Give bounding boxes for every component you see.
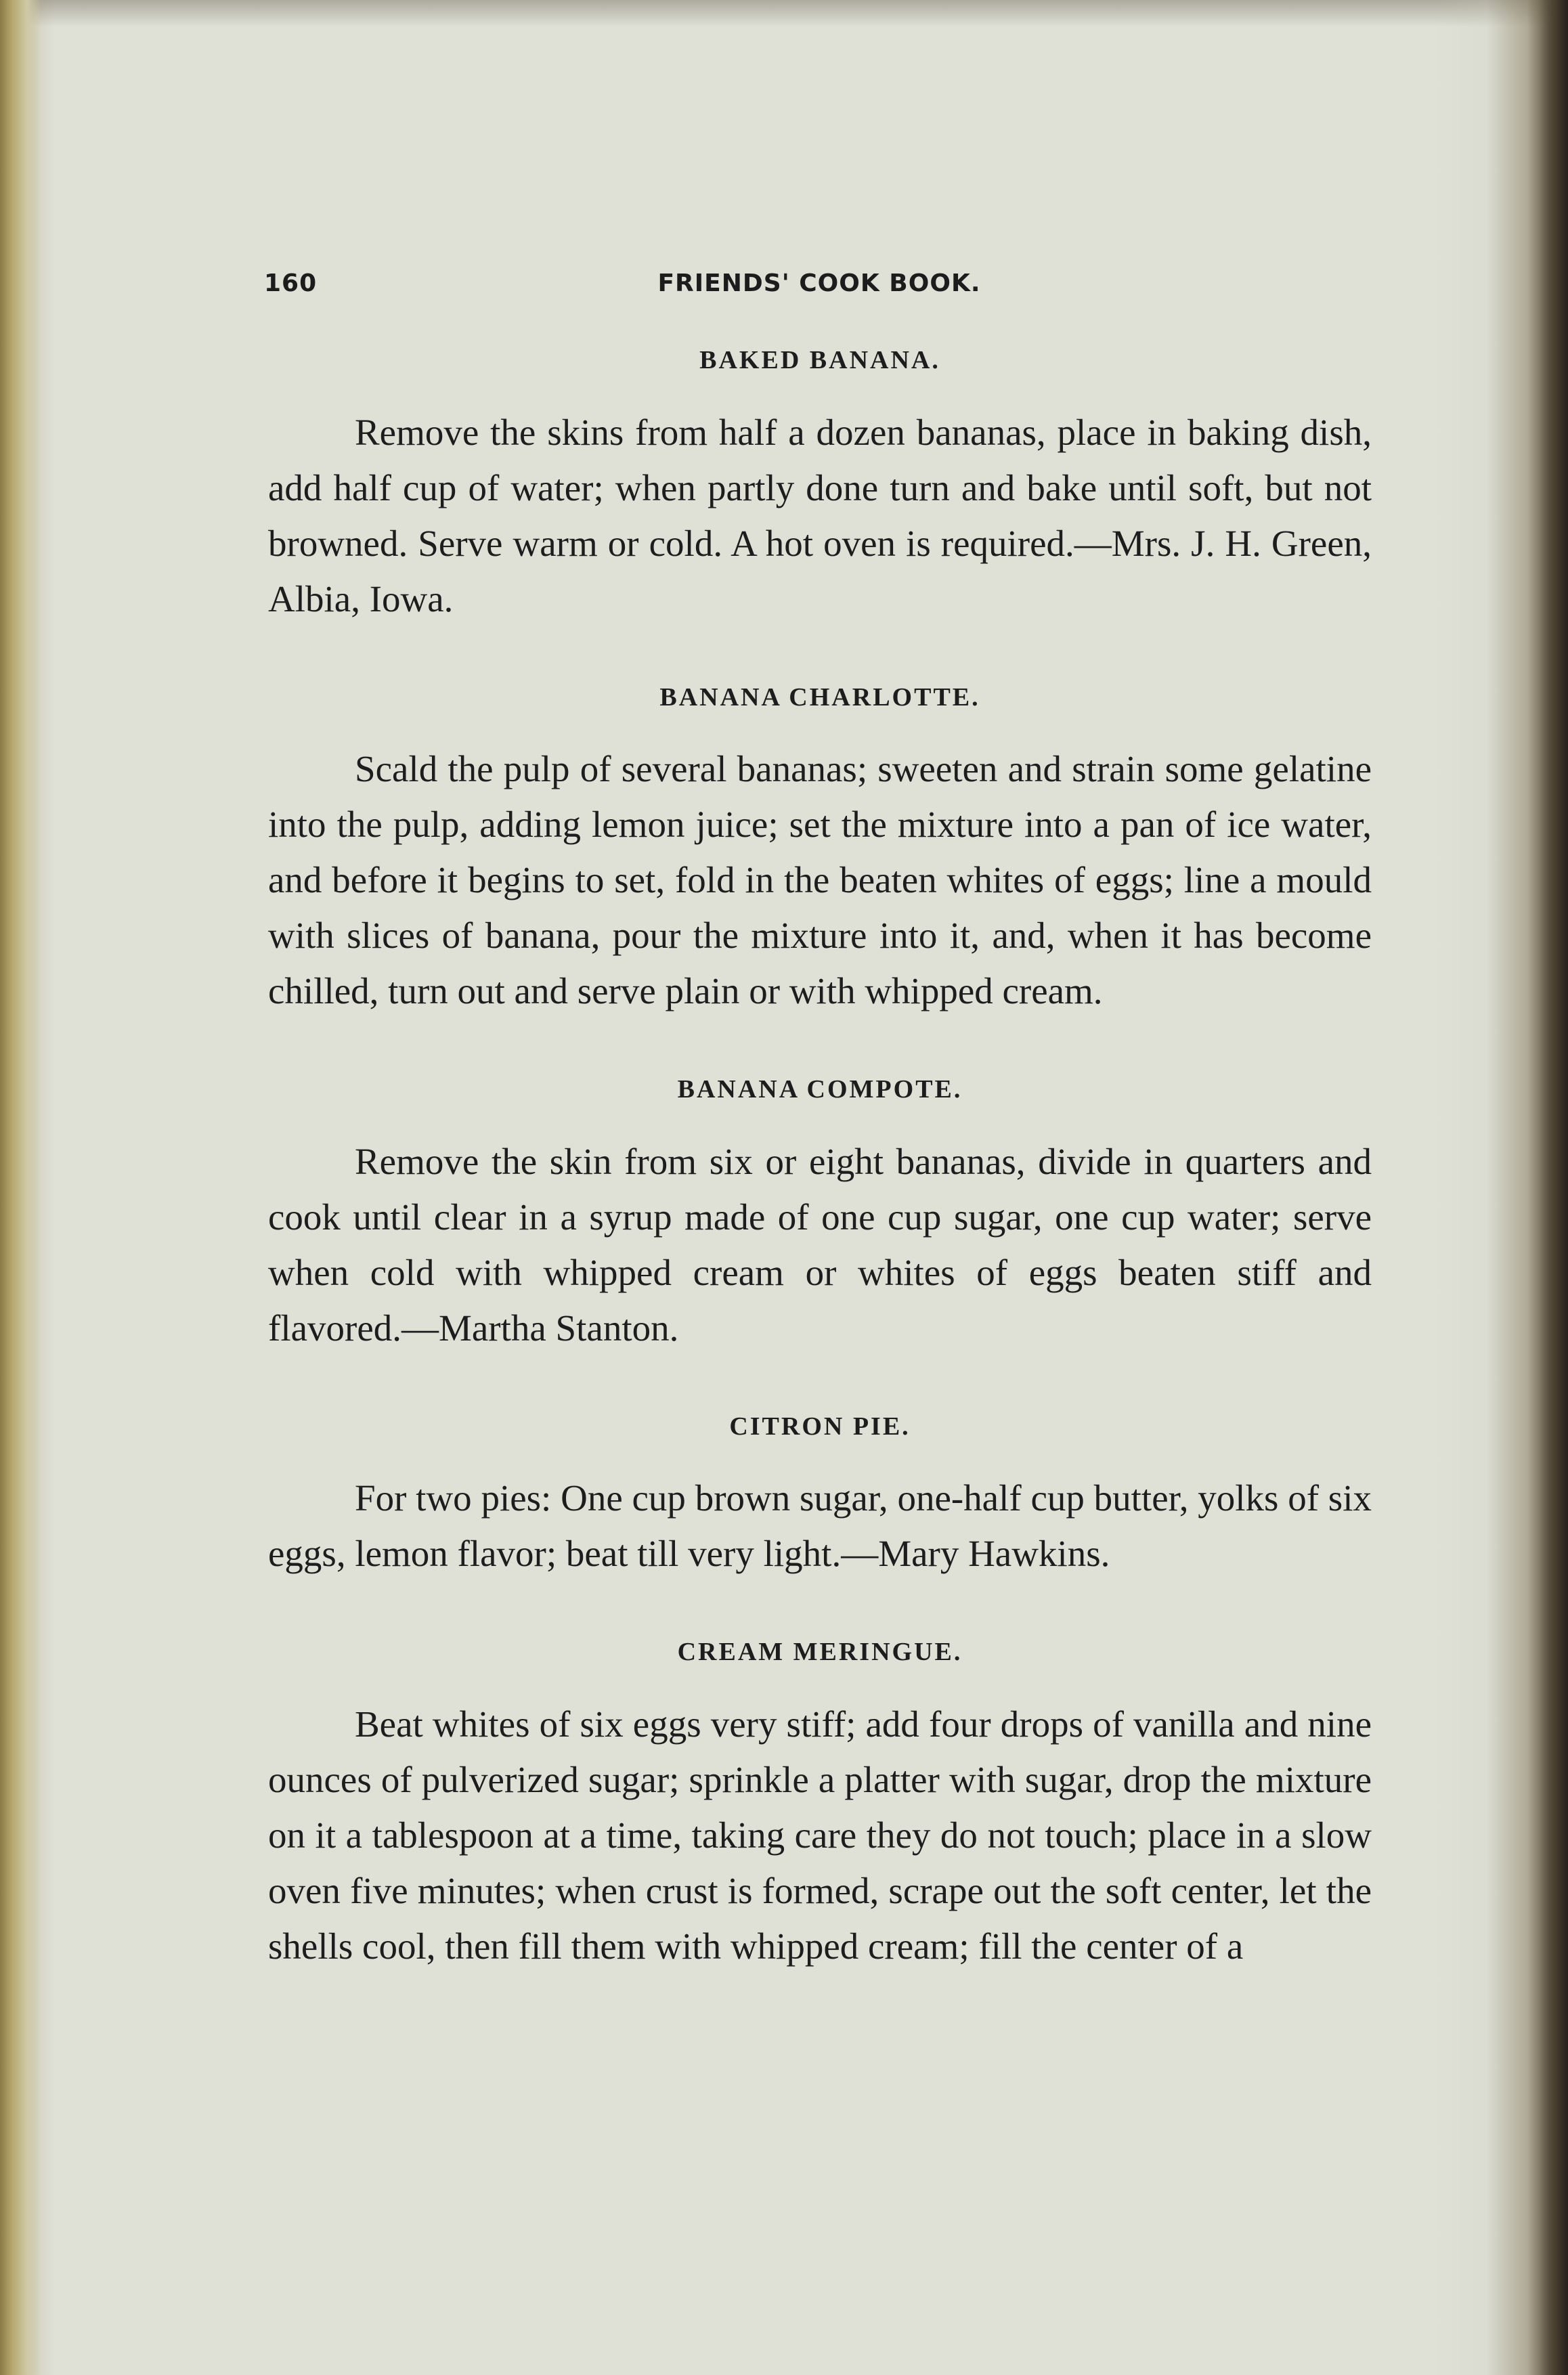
- recipe-banana-compote: [268, 1074, 1372, 1356]
- recipe-title: BANANA COMPOTE.: [677, 1075, 963, 1104]
- recipe-banana-charlotte: [268, 682, 1372, 1020]
- page-edge-shadow: [1527, 0, 1568, 2375]
- recipe-text: For two pies: One cup brown sugar, one-half cup butter, yolks of six eggs, lemon flavor; beat till very light.—Mary Hawkins.: [268, 1477, 1372, 1575]
- recipe-citron-pie: [268, 1412, 1372, 1582]
- recipe-cream-meringue: [268, 1637, 1372, 1974]
- recipe-text: Beat whites of six eggs very stiff; add four drops of vanilla and nine ounces of pulverized sugar; sprinkle a platter with sugar, drop the mixture on it a tablespoon at a time, taking care they do not touch; place in a slow oven five minutes; when crust is formed, scrape out the soft center, let the shells cool, then fill them with whipped cream; fill the center of a: [268, 1703, 1372, 1967]
- recipe-title: BANANA CHARLOTTE.: [659, 682, 980, 712]
- page-spine-shadow: [0, 0, 41, 2375]
- recipe-text: Remove the skins from half a dozen bananas, place in baking dish, add half cup of water; when partly done turn and bake until soft, but not browned. Serve warm or cold. A hot oven is required.—Mrs. J. H. Green, Albia, Iowa.: [268, 411, 1372, 619]
- running-title: FRIENDS' COOK BOOK.: [657, 269, 981, 297]
- recipe-title: BAKED BANANA.: [699, 346, 940, 374]
- recipe-list: [268, 345, 1372, 1974]
- recipe-title: CREAM MERINGUE.: [677, 1638, 963, 1667]
- recipe-baked-banana: [268, 345, 1372, 627]
- page-number: 160: [264, 269, 318, 297]
- recipe-title: CITRON PIE.: [729, 1412, 911, 1441]
- page-header: [264, 269, 1374, 310]
- recipe-text: Remove the skin from six or eight bananas, divide in quarters and cook until clear in a syrup made of one cup sugar, one cup water; serve when cold with whipped cream or whites of eggs beaten stiff and flavored.—Martha Stanton.: [268, 1140, 1372, 1349]
- recipe-text: Scald the pulp of several bananas; sweeten and strain some gelatine into the pulp, adding lemon juice; set the mixture into a pan of ice water, and before it begins to set, fold in the beaten whites of eggs; line a mould with slices of banana, pour the mixture into it, and, when it has become chilled, turn out and serve plain or with whipped cream.: [268, 748, 1372, 1012]
